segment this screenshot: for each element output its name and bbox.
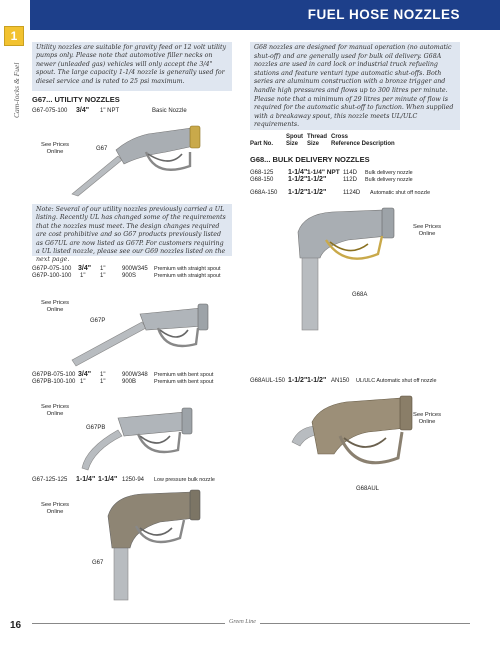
g68-row1-ref: 114D	[343, 170, 357, 176]
g67p-nozzle-image	[70, 290, 210, 370]
g68-row2-part: G68-150	[250, 177, 274, 183]
g68-row1-thread: 1-1/4" NPT	[307, 169, 340, 176]
g68aul-desc: UL/ULC Automatic shut off nozzle	[356, 378, 437, 384]
g67-125-nozzle-image	[100, 486, 220, 606]
th-cross-top: Cross	[331, 134, 349, 140]
g68aul-part: G68AUL-150	[250, 378, 286, 384]
g68a-nozzle-image	[288, 206, 428, 336]
g68a-see-prices-link[interactable]: See Prices Online	[412, 224, 442, 237]
g67p-see-prices-link[interactable]: See Prices Online	[40, 300, 70, 313]
g67pb-row1-part: G67PB-075-100	[32, 372, 76, 378]
g67p-row2-part: G67P-100-100	[32, 273, 72, 279]
g68-row3-part: G68A-150	[250, 190, 278, 196]
g68-row3-desc: Automatic shut off nozzle	[370, 190, 431, 196]
g68aul-image-label: G68AUL	[356, 486, 380, 492]
g67p-row2-ref: 900S	[122, 273, 137, 279]
g67pb-row1-desc: Premium with bent spout	[154, 372, 214, 378]
g67pb-row2-spout: 1"	[80, 379, 86, 385]
g67p-image-label: G67P	[90, 318, 106, 324]
g67p-row1-part: G67P-075-100	[32, 266, 72, 272]
g67-125-desc: Low pressure bulk nozzle	[154, 477, 215, 483]
g68-heading: G68... BULK DELIVERY NOZZLES	[250, 155, 370, 164]
g67-thread: 1" NPT	[100, 108, 120, 114]
g68-row1-desc: Bulk delivery nozzle	[365, 170, 413, 176]
footer-brand: Green Line	[225, 619, 260, 625]
g67pb-row1-spout: 3/4"	[78, 371, 92, 378]
page-title: FUEL HOSE NOZZLES	[307, 7, 460, 22]
g68-row1-spout: 1-1/4"	[288, 169, 308, 176]
g67pb-row2-ref: 900B	[122, 379, 137, 385]
th-thread-bottom: Size	[307, 141, 320, 147]
g67pb-row2-desc: Premium with bent spout	[154, 379, 214, 385]
g67-spout: 3/4"	[76, 107, 90, 114]
g67-part: G67-075-100	[32, 108, 68, 114]
g68-row3-spout: 1-1/2"	[288, 189, 308, 196]
utility-nozzle-note: Utility nozzles are suitable for gravity feed or 12 volt utility pumps only. Please note that automotive filler necks on newer (unleaded gas) vehicles will only accept the 3/4" spout. The large capacity 1-1/4 nozzle is generally used for diesel service and is rated to 25 psi maximum.	[32, 42, 232, 91]
g68-row2-ref: 112D	[343, 177, 357, 183]
g67-image-label: G67	[96, 146, 108, 152]
g67-desc: Basic Nozzle	[152, 108, 187, 114]
section-number-badge: 1	[4, 26, 24, 46]
g67pb-row1-ref: 900W348	[122, 372, 148, 378]
g68-row2-thread: 1-1/2"	[307, 176, 327, 183]
g68a-image-label: G68A	[352, 292, 368, 298]
g67-125-ref: 1250-94	[122, 477, 145, 483]
g67p-row1-desc: Premium with straight spout	[154, 266, 221, 272]
g67p-row1-thread: 1"	[100, 266, 106, 272]
g67-nozzle-image	[70, 116, 210, 196]
g67p-row1-ref: 900W345	[122, 266, 148, 272]
g68aul-spout: 1-1/2"	[288, 377, 308, 384]
th-part-no: Part No.	[250, 141, 274, 147]
th-spout-bottom: Size	[286, 141, 299, 147]
g68aul-ref: AN150	[331, 378, 350, 384]
g68-row3-ref: 1124D	[343, 190, 361, 196]
g67pb-see-prices-link[interactable]: See Prices Online	[40, 404, 70, 417]
g67-heading: G67... UTILITY NOZZLES	[32, 95, 120, 104]
g68-row2-spout: 1-1/2"	[288, 176, 308, 183]
g67-125-part: G67-125-125	[32, 477, 68, 483]
g67-125-spout: 1-1/4"	[76, 476, 96, 483]
g67pb-row1-thread: 1"	[100, 372, 106, 378]
g67-125-see-prices-link[interactable]: See Prices Online	[40, 502, 70, 515]
th-cross-bottom: Reference Description	[331, 141, 395, 147]
g68aul-see-prices-link[interactable]: See Prices Online	[412, 412, 442, 425]
g68aul-thread: 1-1/2"	[307, 377, 327, 384]
g68-nozzle-note: G68 nozzles are designed for manual operation (no automatic shut-off) and are generally used for bulk oil delivery. G68A nozzles are used in card lock or industrial truck refueling stations and feature venturi type automatic shut-offs. Both series are aluminum construction with a bronze trigger and handle high pressures and flows up to 300 litres per minute. Please note that a minimum of 29 litres per minute of flow is required for the automatic shut-off to function. When supplied with a breakaway spout, this nozzle meets UL/ULC requirements.	[250, 42, 460, 130]
ul-listing-note: Note: Several of our utility nozzles previously carried a UL listing. Recently UL has changed some of the requirements that the nozzles must meet. The design changes required are cost prohibitive and so G67 products previously listed as G67UL are now listed as G67P. For customers requiring a UL listed nozzle, please see our G69 nozzles listed on the next page.	[32, 204, 232, 256]
g67-125-image-label: G67	[92, 560, 104, 566]
g67pb-nozzle-image	[74, 396, 214, 476]
section-side-label: Cam-locks & Fuel	[12, 62, 21, 118]
g67-125-thread: 1-1/4"	[98, 476, 118, 483]
g67p-row2-spout: 1"	[80, 273, 86, 279]
g67p-row1-spout: 3/4"	[78, 265, 92, 272]
page-number: 16	[10, 620, 22, 631]
g68-row3-thread: 1-1/2"	[307, 189, 327, 196]
g67p-row2-thread: 1"	[100, 273, 106, 279]
g67p-row2-desc: Premium with straight spout	[154, 273, 221, 279]
g67pb-row2-thread: 1"	[100, 379, 106, 385]
g67pb-image-label: G67PB	[86, 425, 106, 431]
g68-row1-part: G68-125	[250, 170, 274, 176]
g68aul-nozzle-image	[290, 392, 430, 492]
th-thread-top: Thread	[307, 134, 328, 140]
th-spout-top: Spout	[286, 134, 303, 140]
g68-row2-desc: Bulk delivery nozzle	[365, 177, 413, 183]
header-bar	[30, 0, 500, 30]
g67pb-row2-part: G67PB-100-100	[32, 379, 76, 385]
g67-see-prices-link[interactable]: See Prices Online	[40, 142, 70, 155]
